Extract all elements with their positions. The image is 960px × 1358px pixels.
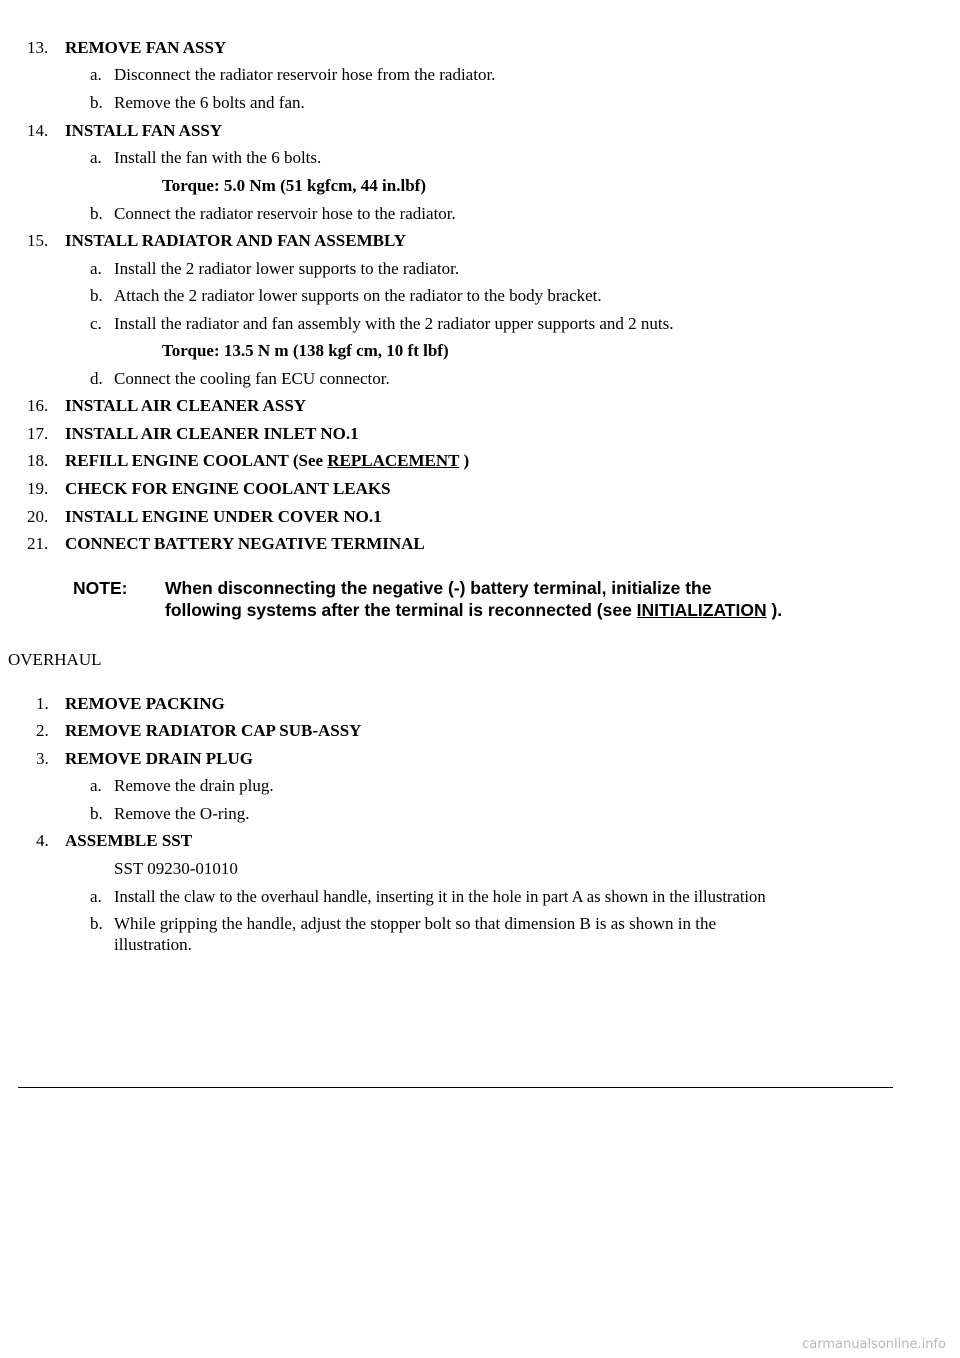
step-title: REMOVE DRAIN PLUG (65, 749, 253, 768)
note-line-2-suffix: ). (766, 600, 783, 620)
substep-letter: d. (90, 369, 103, 388)
substep-letter: b. (90, 914, 103, 933)
substep-letter: b. (90, 286, 103, 305)
overhaul-heading: OVERHAUL (8, 650, 102, 669)
step-number: 2. (36, 721, 49, 740)
step-number: 13. (27, 38, 49, 57)
step-number: 20. (27, 507, 49, 526)
step-title-prefix: REFILL ENGINE COOLANT (See (65, 451, 328, 470)
note-line-2-prefix: following systems after the terminal is reconnected (see (165, 600, 637, 620)
substep-text-line-1: While gripping the handle, adjust the stopper bolt so that dimension B is as shown in the (114, 914, 717, 933)
substep-text: Connect the radiator reservoir hose to the radiator. (114, 204, 456, 223)
substep-letter: a. (90, 259, 102, 278)
initialization-link[interactable]: INITIALIZATION (636, 600, 767, 620)
step-number: 21. (27, 534, 49, 553)
substep-text: Install the 2 radiator lower supports to the radiator. (114, 259, 460, 278)
step-number: 3. (36, 749, 49, 768)
step-number: 19. (27, 479, 49, 498)
substep-text: Remove the O-ring. (114, 804, 250, 823)
substep-letter: b. (90, 93, 103, 112)
step-number: 16. (27, 396, 49, 415)
sst-text: SST 09230-01010 (114, 859, 238, 878)
step-title: INSTALL FAN ASSY (65, 121, 223, 140)
substep-text: Attach the 2 radiator lower supports on the radiator to the body bracket. (114, 286, 602, 305)
step-number: 4. (36, 831, 49, 850)
substep-text: Remove the 6 bolts and fan. (114, 93, 305, 112)
note-line-2 (165, 600, 782, 621)
step-number: 1. (36, 694, 49, 713)
step-number: 18. (27, 451, 49, 470)
substep-text: Install the fan with the 6 bolts. (114, 148, 322, 167)
substep-text: Remove the drain plug. (114, 776, 274, 795)
step-title: CONNECT BATTERY NEGATIVE TERMINAL (65, 534, 425, 553)
substep-letter: a. (90, 65, 102, 84)
replacement-link[interactable]: REPLACEMENT (327, 451, 460, 470)
step-title: REMOVE PACKING (65, 694, 225, 713)
substep-text: Install the claw to the overhaul handle, inserting it in the hole in part A as shown in the illustration (114, 887, 766, 906)
step-title: INSTALL AIR CLEANER ASSY (65, 396, 307, 415)
substep-text-line-2: illustration. (114, 935, 192, 954)
step-title: REMOVE RADIATOR CAP SUB-ASSY (65, 721, 362, 740)
step-title-suffix: ) (459, 451, 470, 470)
substep-letter: b. (90, 804, 103, 823)
step-title (65, 451, 469, 471)
note-label: NOTE: (73, 578, 128, 598)
substep-letter: a. (90, 776, 102, 795)
step-title: CHECK FOR ENGINE COOLANT LEAKS (65, 479, 391, 498)
watermark: carmanualsonline.info (802, 1337, 946, 1352)
step-title: INSTALL RADIATOR AND FAN ASSEMBLY (65, 231, 407, 250)
step-number: 14. (27, 121, 49, 140)
step-number: 17. (27, 424, 49, 443)
substep-letter: b. (90, 204, 103, 223)
step-title: INSTALL ENGINE UNDER COVER NO.1 (65, 507, 382, 526)
substep-letter: a. (90, 887, 102, 906)
note-line-1: When disconnecting the negative (-) battery terminal, initialize the (165, 578, 712, 598)
substep-text: Install the radiator and fan assembly with the 2 radiator upper supports and 2 nuts. (114, 314, 674, 333)
torque-text: Torque: 5.0 Nm (51 kgfcm, 44 in.lbf) (162, 176, 426, 195)
substep-letter: a. (90, 148, 102, 167)
substep-text: Disconnect the radiator reservoir hose from the radiator. (114, 65, 496, 84)
step-title: REMOVE FAN ASSY (65, 38, 227, 57)
step-title: INSTALL AIR CLEANER INLET NO.1 (65, 424, 359, 443)
torque-text: Torque: 13.5 N m (138 kgf cm, 10 ft lbf) (162, 341, 449, 360)
substep-letter: c. (90, 314, 102, 333)
substep-text: Connect the cooling fan ECU connector. (114, 369, 390, 388)
step-title: ASSEMBLE SST (65, 831, 193, 850)
horizontal-rule (18, 1087, 893, 1088)
step-number: 15. (27, 231, 49, 250)
